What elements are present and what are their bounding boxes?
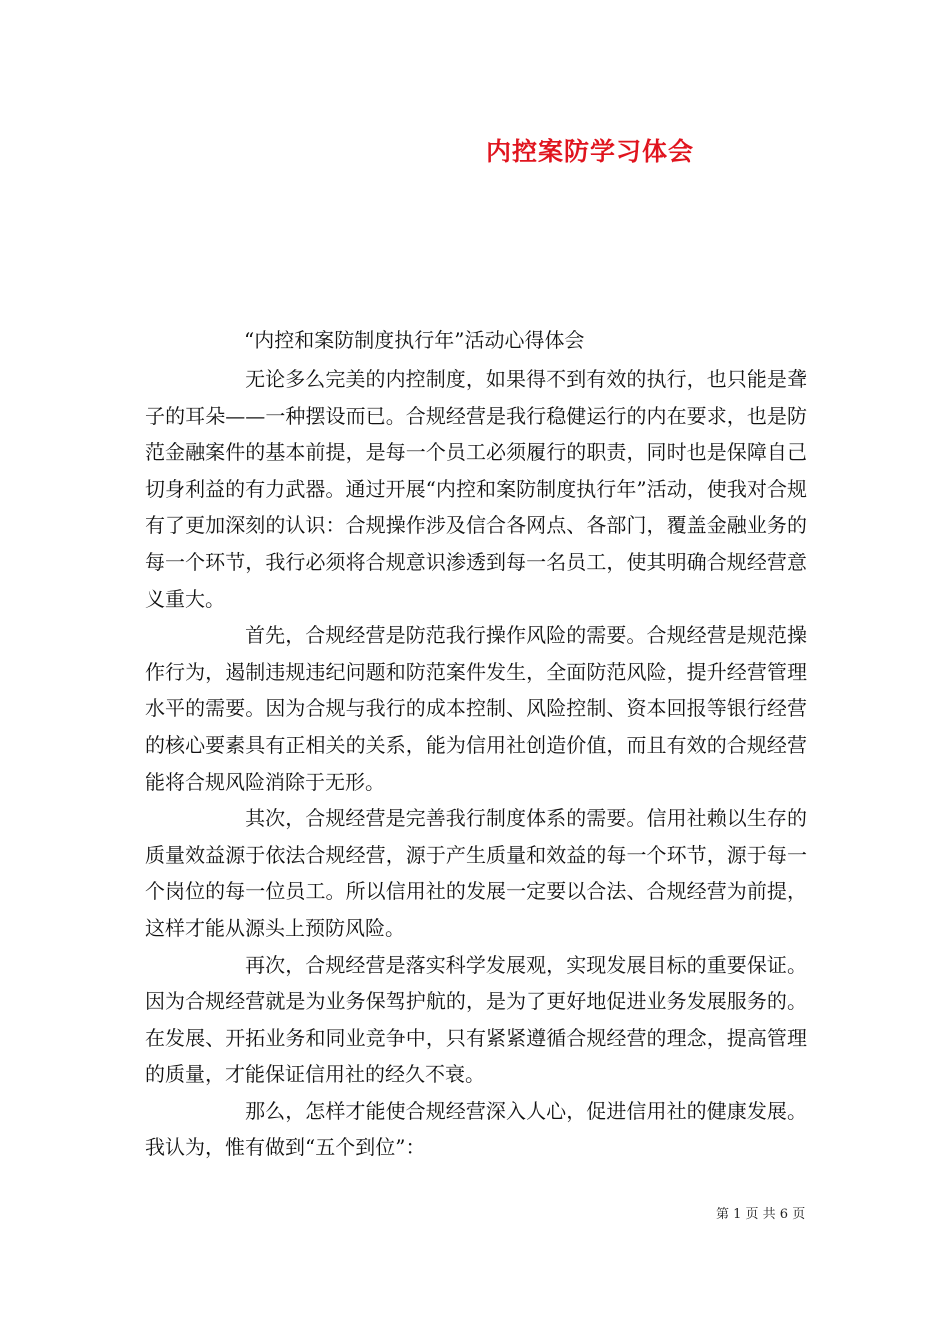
document-subtitle: “内控和案防制度执行年”活动心得体会 (244, 328, 585, 352)
paragraph-text: 无论多么完美的内控制度，如果得不到有效的执行，也只能是聋子的耳朵——一种摆设而已。合规经营是我行稳健运行的内在要求，也是防范金融案件的基本前提，是每一个员工必须履行的职责，同时也是保障自己切身利益的有力武器。通过开展“内控和案防制度执行年”活动，使我对合规有了更加深刻的认识：合规操作涉及信合各网点、各部门，覆盖金融业务的每一个环节，我行必须将合规意识渗透到每一名员工，使其明确合规经营意义重大。 (145, 367, 807, 611)
paragraph-text: 再次，合规经营是落实科学发展观，实现发展目标的重要保证。因为合规经营就是为业务保驾护航的，是为了更好地促进业务发展服务的。在发展、开拓业务和同业竞争中，只有紧紧遵循合规经营的理念，提高管理的质量，才能保证信用社的经久不衰。 (145, 952, 807, 1087)
paragraph-text: 其次，合规经营是完善我行制度体系的需要。信用社赖以生存的质量效益源于依法合规经营，源于产生质量和效益的每一个环节，源于每一个岗位的每一位员工。所以信用社的发展一定要以合法、合规经营为前提，这样才能从源头上预防风险。 (145, 806, 807, 940)
paragraph (145, 800, 807, 946)
paragraph-text: 那么，怎样才能使合规经营深入人心，促进信用社的健康发展。我认为，惟有做到“五个到位”： (145, 1098, 807, 1160)
paragraph (145, 617, 807, 800)
paragraph (145, 947, 807, 1093)
paragraph (145, 361, 807, 617)
document-body (145, 361, 807, 1166)
document-title: 内控案防学习体会 (485, 137, 694, 166)
page-footer: 第 1 页 共 6 页 (716, 1207, 806, 1222)
paragraph (145, 1093, 807, 1166)
paragraph-text: 首先，合规经营是防范我行操作风险的需要。合规经营是规范操作行为，遏制违规违纪问题和防范案件发生，全面防范风险，提升经营管理水平的需要。因为合规与我行的成本控制、风险控制、资本回报等银行经营的核心要素具有正相关的关系，能为信用社创造价值，而且有效的合规经营能将合规风险消除于无形。 (145, 623, 807, 794)
